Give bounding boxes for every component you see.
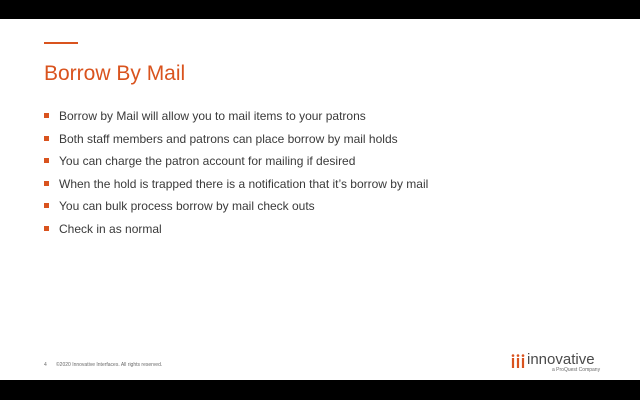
slide-page-number: 4 [44,362,47,368]
bullet-text: Borrow by Mail will allow you to mail items to your patrons [59,109,366,123]
bullet-text: Both staff members and patrons can place borrow by mail holds [59,131,398,146]
bullet-text: When the hold is trapped there is a notification that it’s borrow by mail [59,176,429,191]
bullet-text: You can bulk process borrow by mail check outs [59,199,315,213]
presentation-slide [0,19,640,380]
square-bullet-icon [44,226,49,231]
bullet-item [44,108,428,131]
logo-wordmark: innovative [527,351,595,368]
bullet-text: You can charge the patron account for mailing if desired [59,154,356,168]
title-accent-rule [44,42,78,44]
bullet-item [44,221,428,244]
square-bullet-icon [44,203,49,208]
innovative-logo-mark-icon [511,354,525,368]
bullet-item [44,131,428,154]
bullet-item [44,153,428,176]
company-logo [511,351,601,375]
logo-tagline: a ProQuest Company [552,367,601,373]
bullet-text: Check in as normal [59,221,162,236]
slide-footer [44,362,162,368]
square-bullet-icon [44,181,49,186]
square-bullet-icon [44,158,49,163]
copyright-notice: ©2020 Innovative Interfaces. All rights reserved. [56,362,163,368]
square-bullet-icon [44,136,49,141]
slide-title: Borrow By Mail [44,62,186,85]
square-bullet-icon [44,113,49,118]
bullet-item [44,198,428,221]
bullet-item [44,176,428,199]
bullet-list [44,108,428,243]
